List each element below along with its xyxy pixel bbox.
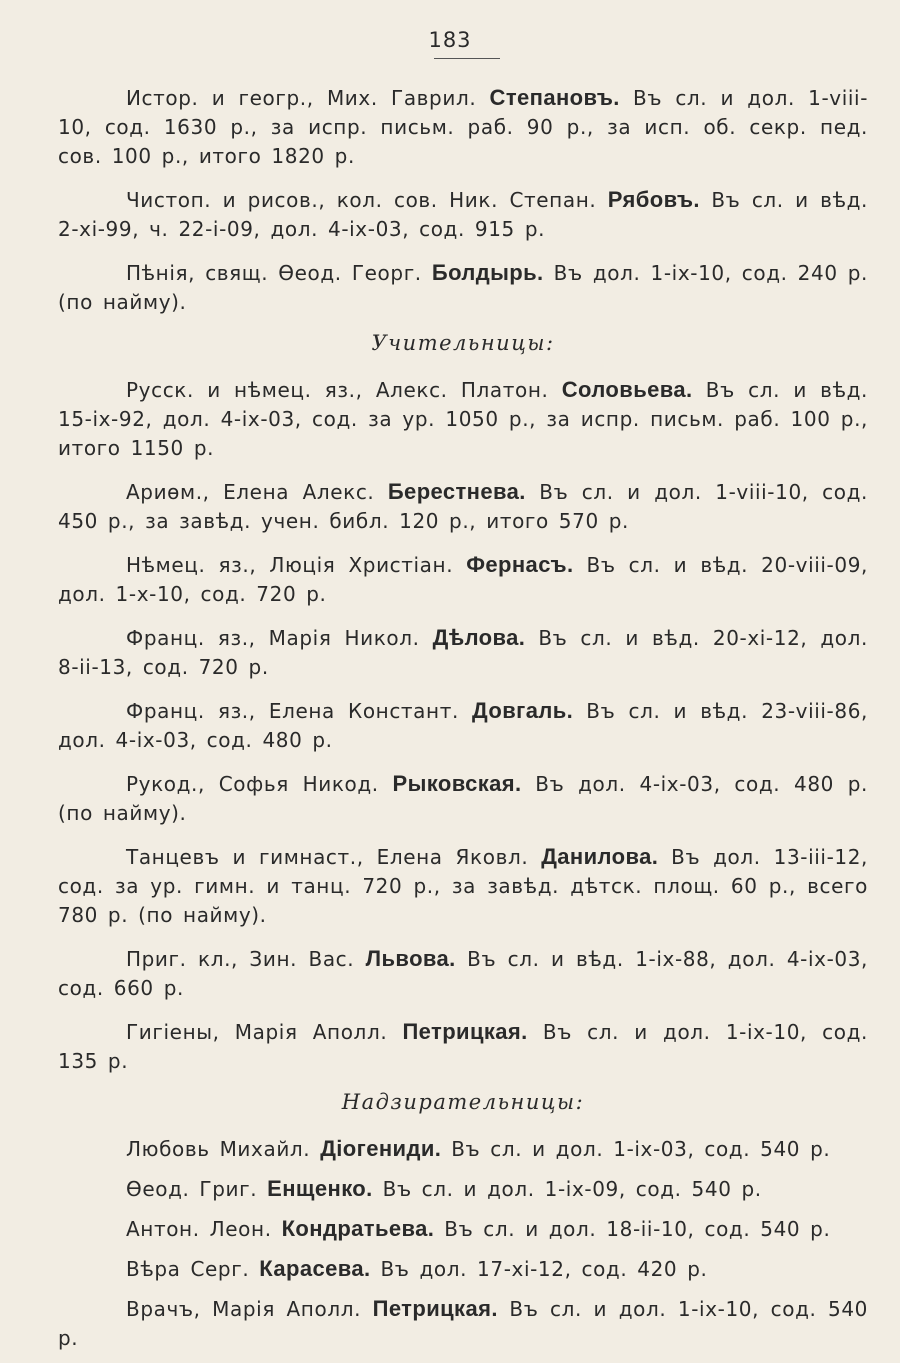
- entry-surname: Петрицкая.: [372, 1296, 498, 1321]
- entry-details: Русск. и нѣмец. яз., Алекс. Платон.: [126, 378, 562, 402]
- entry-details: Истор. и геогр., Мих. Гаврил.: [126, 86, 490, 110]
- staff-entry: [58, 1254, 868, 1284]
- entry-surname: Фернасъ.: [466, 552, 574, 577]
- section-heading-supervisors: Надзирательницы:: [341, 1090, 585, 1114]
- entry-service-record: Въ дол. 17-xi-12, сод. 420 р.: [370, 1257, 708, 1281]
- entry-service-record: Въ сл. и вѣд. 23-viii-86, дол. 4-ix-03, сод. 480 р.: [58, 699, 868, 752]
- entries-group-teachers: [58, 375, 868, 1076]
- page-number: 183: [428, 28, 472, 52]
- entry-surname: Рябовъ.: [607, 187, 700, 212]
- staff-entry: [58, 769, 868, 828]
- entry-details: Гигіены, Марія Аполл.: [126, 1020, 403, 1044]
- staff-entry: [58, 1017, 868, 1076]
- staff-entry: [58, 944, 868, 1003]
- entry-surname: Данилова.: [541, 844, 659, 869]
- entry-details: Танцевъ и гимнаст., Елена Яковл.: [126, 845, 542, 869]
- staff-entry: [58, 623, 868, 682]
- entry-surname: Енщенко.: [267, 1176, 373, 1201]
- staff-entry: [58, 477, 868, 536]
- staff-entry: [58, 1174, 868, 1204]
- entry-surname: Карасева.: [259, 1256, 371, 1281]
- staff-entry: [58, 1214, 868, 1244]
- entry-surname: Болдырь.: [431, 260, 544, 285]
- entry-details: Франц. яз., Марія Никол.: [126, 626, 433, 650]
- entry-service-record: Въ сл. и вѣд. 20-xi-12, дол. 8-ii-13, сод. 720 р.: [58, 626, 868, 679]
- entry-details: Антон. Леон.: [126, 1217, 282, 1241]
- entry-service-record: Въ сл. и дол. 18-ii-10, сод. 540 р.: [434, 1217, 831, 1241]
- entry-service-record: Въ сл. и дол. 1-ix-10, сод. 540 р.: [58, 1297, 869, 1350]
- staff-entry: [58, 83, 868, 171]
- entry-service-record: Въ сл. и дол. 1-ix-09, сод. 540 р.: [372, 1177, 762, 1201]
- section-heading-teachers: Учительницы:: [371, 331, 555, 355]
- entry-surname: Соловьева.: [561, 377, 693, 402]
- entry-service-record: Въ сл. и вѣд. 15-ix-92, дол. 4-ix-03, сод. за ур. 1050 р., за испр. письм. раб. 100 р., итого 1150 р.: [58, 378, 868, 460]
- staff-entry: [58, 1134, 868, 1164]
- entry-service-record: Въ сл. и дол. 1-viii-10, сод. 450 р., за завѣд. учен. библ. 120 р., итого 570 р.: [58, 480, 868, 533]
- entry-surname: Степановъ.: [489, 85, 620, 110]
- page-content: [58, 83, 868, 1363]
- entry-service-record: Въ дол. 4-ix-03, сод. 480 р. (по найму).: [58, 772, 868, 825]
- entry-details: Любовь Михайл.: [126, 1137, 321, 1161]
- entry-surname: Берестнева.: [387, 479, 526, 504]
- entry-details: Чистоп. и рисов., кол. сов. Ник. Степан.: [126, 188, 608, 212]
- entries-group-top: [58, 83, 868, 317]
- entry-details: Ариѳм., Елена Алекс.: [126, 480, 388, 504]
- entry-details: Вѣра Серг.: [126, 1257, 260, 1281]
- staff-entry: [58, 696, 868, 755]
- staff-entry: [58, 258, 868, 317]
- entry-details: Приг. кл., Зин. Вас.: [126, 947, 366, 971]
- staff-entry: [58, 185, 868, 244]
- page-number-rule: [434, 58, 500, 59]
- entry-details: Рукод., Софья Никод.: [126, 772, 393, 796]
- staff-entry: [58, 375, 868, 463]
- entry-details: Франц. яз., Елена Констант.: [126, 699, 473, 723]
- entries-group-supervisors: [58, 1134, 868, 1353]
- entry-details: Врачъ, Марія Аполл.: [126, 1297, 373, 1321]
- entry-surname: Петрицкая.: [402, 1019, 528, 1044]
- staff-entry: [58, 1294, 868, 1353]
- entry-service-record: Въ дол. 13-iii-12, сод. за ур. гимн. и танц. 720 р., за завѣд. дѣтск. площ. 60 р., всего 780 р. (по найму).: [58, 845, 868, 927]
- entry-surname: Львова.: [365, 946, 456, 971]
- entry-details: Нѣмец. яз., Люція Христіан.: [126, 553, 467, 577]
- entry-service-record: Въ сл. и вѣд. 20-viii-09, дол. 1-x-10, сод. 720 р.: [58, 553, 868, 606]
- entry-service-record: Въ сл. и вѣд. 1-ix-88, дол. 4-ix-03, сод. 660 р.: [58, 947, 868, 1000]
- entry-service-record: Въ сл. и вѣд. 2-xi-99, ч. 22-i-09, дол. 4-ix-03, сод. 915 р.: [58, 188, 868, 241]
- entry-surname: Діогениди.: [320, 1136, 442, 1161]
- staff-entry: [58, 842, 868, 930]
- entry-service-record: Въ сл. и дол. 1-ix-10, сод. 135 р.: [58, 1020, 868, 1073]
- entry-service-record: Въ сл. и дол. 1-ix-03, сод. 540 р.: [441, 1137, 831, 1161]
- entry-details: Ѳеод. Григ.: [126, 1177, 268, 1201]
- entry-surname: Рыковская.: [392, 771, 522, 796]
- entry-service-record: Въ дол. 1-ix-10, сод. 240 р. (по найму).: [58, 261, 868, 314]
- entry-surname: Дѣлова.: [432, 625, 526, 650]
- staff-entry: [58, 550, 868, 609]
- entry-surname: Довгаль.: [472, 698, 574, 723]
- entry-surname: Кондратьева.: [281, 1216, 435, 1241]
- entry-details: Пѣнія, свящ. Ѳеод. Георг.: [126, 261, 432, 285]
- entry-service-record: Въ сл. и дол. 1-viii-10, сод. 1630 р., за испр. письм. раб. 90 р., за исп. об. секр. пед. сов. 100 р., итого 1820 р.: [58, 86, 869, 168]
